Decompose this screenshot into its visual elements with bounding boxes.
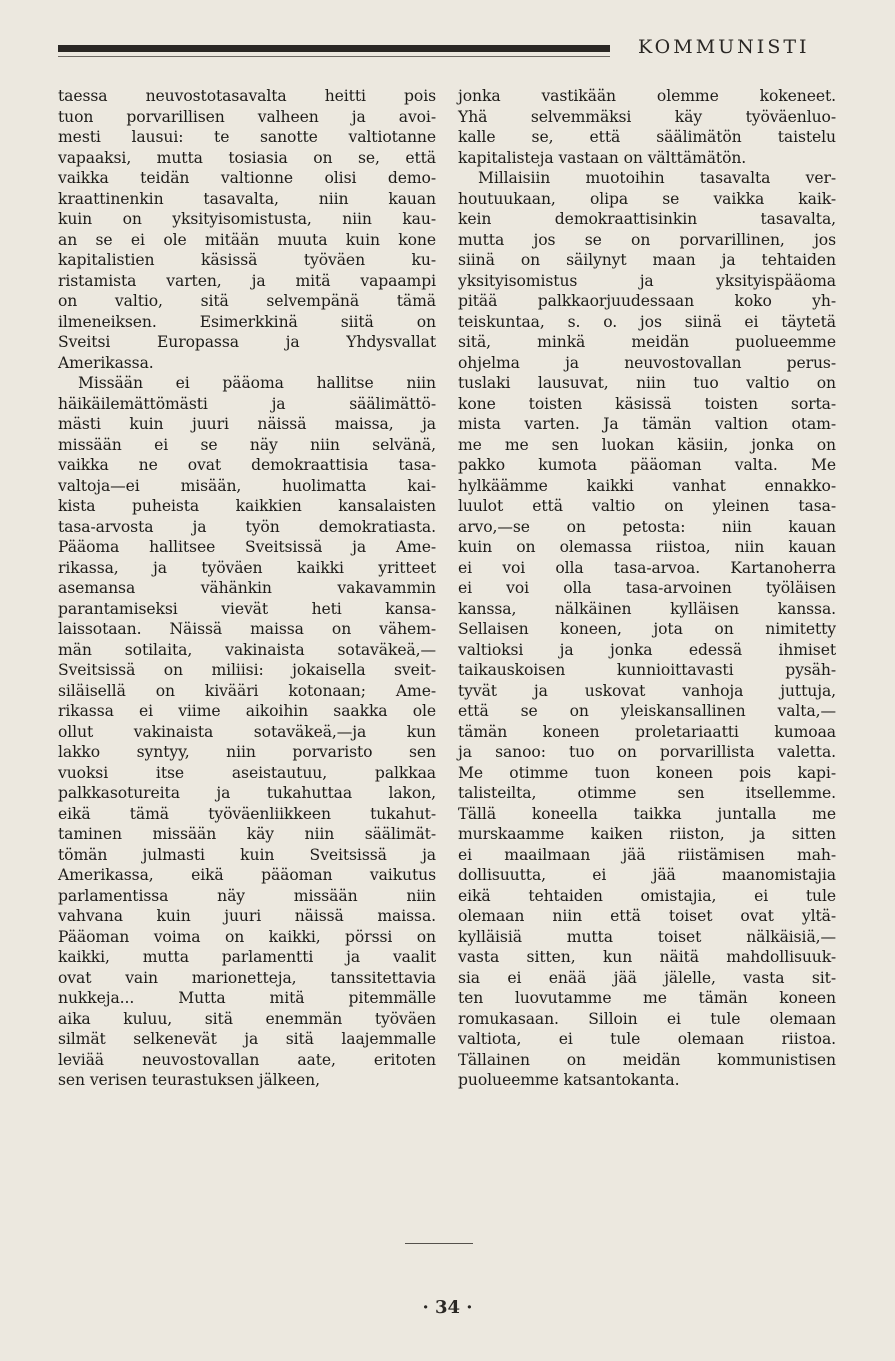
text-line: tasa-arvosta ja työn demokratiasta.	[58, 517, 436, 536]
text-line: tämän koneen proletariaatti kumoaa	[458, 722, 836, 741]
text-line: houtuukaan, olipa se vaikka kaik-	[458, 189, 836, 208]
text-line: an se ei ole mitään muuta kuin kone	[58, 230, 436, 249]
text-line: Sveitsi Europassa ja Yhdysvallat	[58, 333, 436, 351]
text-line: parantamiseksi vievät heti kansa-	[58, 599, 436, 618]
text-line: ilmeneiksen. Esimerkkinä siitä on	[58, 312, 436, 331]
text-line: män sotilaita, vakinaista sotaväkeä,—	[58, 640, 436, 659]
text-line: Amerikassa, eikä pääoman vaikutus	[58, 866, 436, 884]
text-line: leviää neuvostovallan aate, eritoten	[58, 1050, 436, 1069]
text-line: sen verisen teurastuksen jälkeen,	[58, 1071, 320, 1089]
text-line: rikassa, ja työväen kaikki yritteet	[58, 558, 436, 577]
text-line: kuin on yksityisomistusta, niin kau-	[58, 210, 436, 228]
text-line: hylkäämme kaikki vanhat ennakko-	[458, 476, 836, 495]
text-line: Missään ei pääoma hallitse niin	[78, 374, 436, 392]
text-line: arvo,—se on petosta: niin kauan	[458, 517, 836, 536]
text-line: ristamista varten, ja mitä vapaampi	[58, 271, 436, 290]
text-line: ovat vain marionetteja, tanssitettavia	[58, 968, 436, 987]
text-line: talisteilta, otimme sen itsellemme.	[458, 784, 836, 802]
text-line: eikä tämä työväenliikkeen tukahut-	[58, 804, 436, 823]
text-line: Yhä selvemmäksi käy työväenluo-	[458, 107, 836, 126]
text-line: kapitalisteja vastaan on välttämätön.	[458, 148, 747, 167]
text-line: ja sanoo: tuo on porvarillista valetta.	[458, 743, 836, 761]
text-line: kylläisiä mutta toiset nälkäisiä,—	[458, 927, 836, 946]
text-line: Me otimme tuon koneen pois kapi-	[458, 763, 836, 782]
text-line: kalle se, että säälimätön taistelu	[458, 128, 836, 146]
text-line: romukasaan. Silloin ei tule olemaan	[458, 1009, 836, 1028]
text-line: kaikki, mutta parlamentti ja vaalit	[58, 948, 436, 966]
text-line: puolueemme katsantokanta.	[458, 1071, 680, 1089]
text-line: Millaisiin muotoihin tasavalta ver-	[478, 169, 836, 187]
text-line: luulot että valtio on yleinen tasa-	[458, 497, 836, 515]
text-line: mästi kuin juuri näissä maissa, ja	[58, 415, 436, 433]
text-line: vasta sitten, kun näitä mahdollisuuk-	[458, 948, 836, 966]
text-line: laissotaan. Näissä maissa on vähem-	[58, 620, 436, 638]
text-line: dollisuutta, ei jää maanomistajia	[458, 866, 836, 884]
text-line: ten luovutamme me tämän koneen	[458, 989, 836, 1007]
text-line: Pääoman voima on kaikki, pörssi on	[58, 927, 436, 946]
text-line: ei maailmaan jää riistämisen mah-	[458, 845, 836, 864]
text-line: mutta jos se on porvarillinen, jos	[458, 230, 836, 249]
text-line: tuon porvarillisen valheen ja avoi-	[58, 107, 436, 126]
text-line: asemansa vähänkin vakavammin	[58, 579, 436, 597]
column-right	[458, 86, 836, 1091]
text-line: kanssa, nälkäinen kylläisen kanssa.	[458, 599, 836, 618]
text-line: valtiota, ei tule olemaan riistoa.	[458, 1030, 836, 1048]
text-line: on valtio, sitä selvempänä tämä	[58, 292, 436, 310]
text-line: jonka vastikään olemme kokeneet.	[458, 87, 836, 105]
text-line: Sellaisen koneen, jota on nimitetty	[458, 620, 836, 638]
header-rule-thin	[58, 56, 610, 57]
text-line: kuin on olemassa riistoa, niin kauan	[458, 538, 836, 556]
text-line: kapitalistien käsissä työväen ku-	[58, 251, 436, 269]
text-line: pakko kumota pääoman valta. Me	[458, 456, 836, 474]
text-line: kraattinenkin tasavalta, niin kauan	[58, 189, 436, 208]
text-line: vuoksi itse aseistautuu, palkkaa	[58, 763, 436, 782]
text-line: sia ei enää jää jälelle, vasta sit-	[458, 968, 836, 987]
text-line: ei voi olla tasa-arvoa. Kartanoherra	[458, 558, 836, 577]
column-left	[58, 86, 436, 1091]
text-line: taminen missään käy niin säälimät-	[58, 825, 436, 843]
text-line: tömän julmasti kuin Sveitsissä ja	[58, 845, 436, 864]
text-line: yksityisomistus ja yksityispääoma	[458, 271, 836, 290]
text-line: vapaaksi, mutta tosiasia on se, että	[58, 148, 436, 167]
text-line: Amerikassa.	[58, 353, 154, 372]
text-line: ollut vakinaista sotaväkeä,—ja kun	[58, 722, 436, 741]
text-line: Tällä koneella taikka juntalla me	[458, 804, 836, 823]
text-line: vaikka ne ovat demokraattisia tasa-	[58, 456, 436, 474]
text-line: aika kuluu, sitä enemmän työväen	[58, 1009, 436, 1028]
text-line: rikassa ei viime aikoihin saakka ole	[58, 702, 436, 720]
text-line: ohjelma ja neuvostovallan perus-	[458, 353, 836, 372]
text-line: kone toisten käsissä toisten sorta-	[458, 394, 836, 413]
text-line: valtioksi ja jonka edessä ihmiset	[458, 640, 836, 659]
text-line: vaikka teidän valtionne olisi demo-	[58, 169, 436, 187]
text-line: kein demokraattisinkin tasavalta,	[458, 210, 836, 228]
footer-rule	[405, 1243, 473, 1244]
text-line: että se on yleiskansallinen valta,—	[458, 702, 836, 720]
text-line: eikä tehtaiden omistajia, ei tule	[458, 886, 836, 905]
text-line: lakko syntyy, niin porvaristo sen	[58, 743, 436, 761]
text-line: mista varten. Ja tämän valtion otam-	[458, 415, 836, 433]
text-line: tuslaki lausuvat, niin tuo valtio on	[458, 374, 836, 392]
text-line: sitä, minkä meidän puolueemme	[458, 333, 836, 351]
text-line: taessa neuvostotasavalta heitti pois	[58, 87, 436, 105]
text-line: nukkeja... Mutta mitä pitemmälle	[58, 989, 436, 1007]
text-line: taikauskoisen kunnioittavasti pysäh-	[458, 661, 836, 679]
text-line: mesti lausui: te sanotte valtiotanne	[58, 128, 436, 146]
text-line: missään ei se näy niin selvänä,	[58, 435, 436, 454]
text-line: siinä on säilynyt maan ja tehtaiden	[458, 251, 836, 269]
text-line: teiskuntaa, s. o. jos siinä ei täytetä	[458, 312, 836, 331]
header-rule	[58, 45, 610, 52]
text-line: me me sen luokan käsiin, jonka on	[458, 435, 836, 454]
text-line: Pääoma hallitsee Sveitsissä ja Ame-	[58, 538, 436, 556]
text-line: ei voi olla tasa-arvoinen työläisen	[458, 579, 836, 597]
text-line: siläisellä on kivääri kotonaan; Ame-	[58, 681, 436, 700]
text-line: parlamentissa näy missään niin	[58, 886, 436, 905]
text-line: tyvät ja uskovat vanhoja juttuja,	[458, 681, 836, 700]
text-line: olemaan niin että toiset ovat yltä-	[458, 907, 836, 925]
text-line: murskaamme kaiken riiston, ja sitten	[458, 825, 836, 843]
text-line: valtoja—ei misään, huolimatta kai-	[58, 476, 436, 495]
text-line: häikäilemättömästi ja säälimättö-	[58, 394, 436, 413]
text-line: palkkasotureita ja tukahuttaa lakon,	[58, 784, 436, 802]
text-line: Tällainen on meidän kommunistisen	[458, 1050, 836, 1069]
running-head: KOMMUNISTI	[638, 36, 810, 58]
text-line: Sveitsissä on miliisi: jokaisella sveit-	[58, 661, 436, 679]
text-line: pitää palkkaorjuudessaan koko yh-	[458, 292, 836, 310]
text-line: kista puheista kaikkien kansalaisten	[58, 497, 436, 515]
page-number: · 34 ·	[422, 1297, 473, 1318]
text-line: vahvana kuin juuri näissä maissa.	[58, 907, 436, 925]
text-line: silmät selkenevät ja sitä laajemmalle	[58, 1030, 436, 1048]
